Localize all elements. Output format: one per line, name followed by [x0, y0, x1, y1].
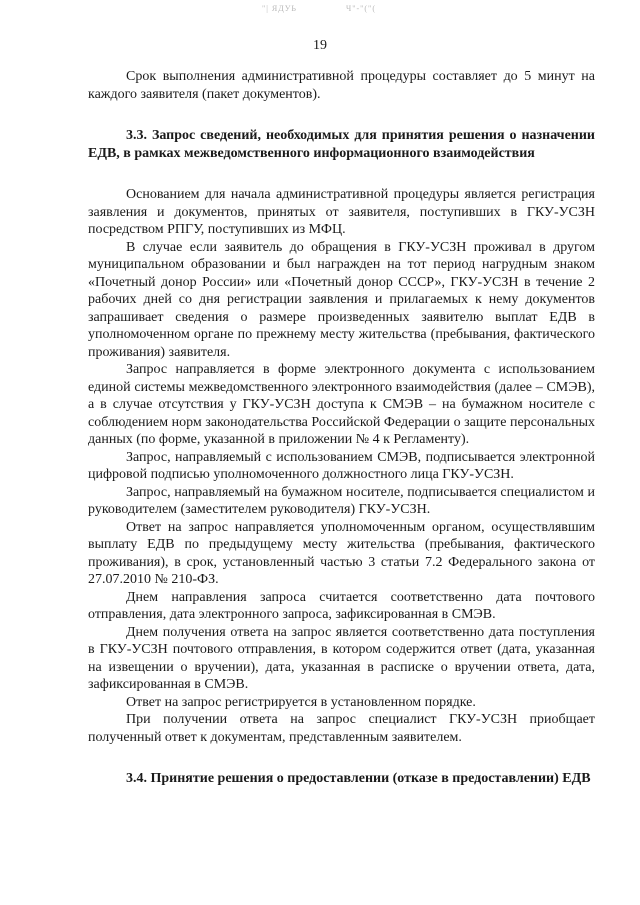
paragraph-basis: Основанием для начала административной процедуры является регистрация заявления и документов, принятых от заявителя, поступивших в ГКУ-УСЗН посредством РПГУ, поступивших из МФЦ. — [88, 187, 595, 237]
stamp-text-left: "| ЯДУЬ — [262, 4, 298, 13]
paragraph-smev-signature: Запрос, направляемый с использованием СМЭВ, подписывается электронной цифровой подписью уполномоченного должностного лица ГКУ-УСЗН. — [88, 449, 595, 482]
spacer — [88, 162, 595, 186]
paragraph-response-date: Днем получения ответа на запрос является соответственно дата поступления в ГКУ-УСЗН почтового отправления, в котором содержится ответ (дата, указанная на извещении о вручении), дата, указанная в расписке о вручении ответа, дата, зафиксированная в СМЭВ. — [88, 624, 595, 692]
paragraph-other-municipality: В случае если заявитель до обращения в ГКУ-УСЗН проживал в другом муниципальном образовании и был награжден на тот период нагрудным знаком «Почетный донор России» или «Почетный донор СССР», ГКУ-УСЗН в течение 2 рабочих дней со дня регистрации заявления и прилагаемых к нему документов запрашивает сведения о размере произведенных заявителю выплат ЕДВ в уполномоченном органе по прежнему месту жительства (пребывания, фактического проживания) заявителя. — [88, 239, 595, 360]
paragraph-registration: Ответ на запрос регистрируется в установленном порядке. — [126, 694, 476, 710]
stamp-text-right: Ч"-"("( — [346, 4, 376, 13]
section-3-3-heading: 3.3. Запрос сведений, необходимых для принятия решения о назначении ЕДВ, в рамках межведомственного информационного взаимодействия — [88, 128, 595, 161]
section-3-4-heading: 3.4. Принятие решения о предоставлении (отказе в предоставлении) ЕДВ — [126, 771, 591, 786]
paragraph-response-term: Ответ на запрос направляется уполномоченным органом, осуществлявшим выплату ЕДВ по предыдущему месту жительства (пребывания, фактического проживания), в срок, установленный частью 3 статьи 7.2 Федерального закона от 27.07.2010 № 210-ФЗ. — [88, 519, 595, 587]
page-number: 19 — [313, 38, 327, 53]
paragraph-paper-signature: Запрос, направляемый на бумажном носителе, подписывается специалистом и руководителем (заместителем руководителя) ГКУ-УСЗН. — [88, 484, 595, 517]
paragraph-request-form: Запрос направляется в форме электронного документа с использованием единой системы межведомственного электронного взаимодействия (далее – СМЭВ), а в случае отсутствия у ГКУ-УСЗН доступа к СМЭВ – на бумажном носителе с соблюдением норм законодательства Российской Федерации о защите персональных данных (по форме, указанной в приложении № 4 к Регламенту). — [88, 362, 595, 447]
scan-stamp — [0, 4, 640, 18]
paragraph-attach-response: При получении ответа на запрос специалист ГКУ-УСЗН приобщает полученный ответ к документам, представленным заявителем. — [88, 712, 595, 745]
document-body — [88, 68, 595, 788]
paragraph-request-date: Днем направления запроса считается соответственно дата почтового отправления, дата электронного запроса, зафиксированная в СМЭВ. — [88, 589, 595, 622]
spacer — [88, 103, 595, 127]
spacer — [88, 746, 595, 770]
intro-paragraph: Срок выполнения административной процедуры составляет до 5 минут на каждого заявителя (пакет документов). — [88, 69, 595, 102]
